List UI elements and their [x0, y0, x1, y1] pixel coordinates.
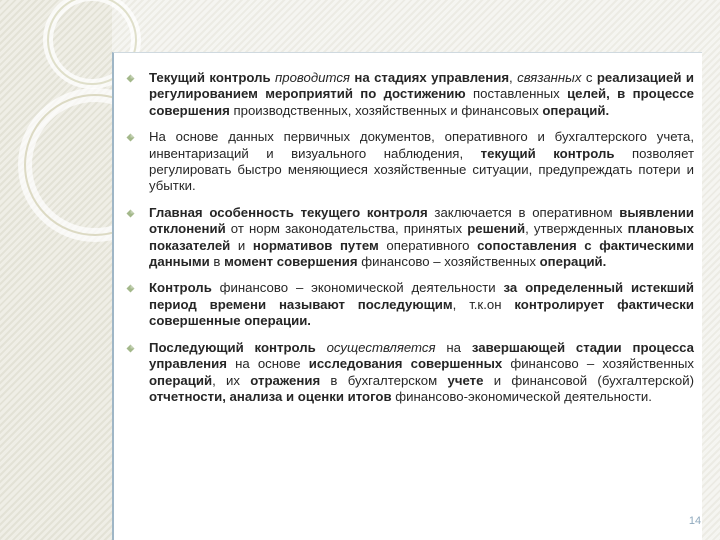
text-segment: поставленных	[465, 86, 568, 102]
paragraph-2	[149, 129, 694, 195]
text-segment: за определенный истекший период времени называют последующим	[149, 280, 694, 312]
text-segment: отражения	[250, 372, 321, 388]
text-segment: сопоставления с фактическими данными	[149, 237, 695, 270]
text-segment: контролирует фактически совершенные операции.	[149, 296, 694, 329]
paragraph-5	[149, 340, 694, 406]
list-item	[126, 280, 694, 329]
text-segment: Последующий контроль	[149, 339, 316, 355]
text-segment: в бухгалтерском	[320, 372, 448, 388]
leaf-bullet-icon	[126, 284, 135, 293]
text-segment: реализацией и регулированием мероприятий по достижению	[149, 70, 694, 102]
text-segment: осуществляется	[315, 339, 436, 355]
text-segment: и	[230, 237, 253, 253]
text-segment: , утвержденных	[525, 221, 628, 237]
text-segment: на стадиях управления	[354, 70, 510, 85]
text-segment: на	[435, 339, 472, 355]
text-segment: в	[209, 254, 225, 270]
text-segment: ,	[509, 70, 518, 85]
list-item	[126, 129, 694, 195]
text-segment: плановых показателей	[149, 221, 695, 253]
text-segment: Контроль	[149, 280, 212, 296]
text-segment: отчетности, анализа и оценки итогов	[149, 388, 392, 404]
text-segment: позволяет регулировать быстро меняющиеся хозяйственные ситуации, предупреждать потери и убытки.	[149, 145, 695, 194]
text-segment: текущий контроль	[480, 145, 615, 161]
text-segment: Главная особенность текущего контроля	[149, 204, 428, 220]
bullet-list	[126, 70, 694, 415]
list-item	[126, 340, 694, 406]
text-segment: проводится	[275, 70, 355, 85]
text-segment: , т.к.он	[452, 296, 515, 312]
text-segment: финансово – экономической деятельности	[211, 280, 504, 296]
paragraph-1	[149, 70, 694, 119]
text-segment: оперативного	[378, 237, 478, 253]
text-segment: на основе	[226, 356, 309, 372]
list-item	[126, 205, 694, 271]
text-segment: нормативов путем	[252, 237, 379, 253]
text-segment: операций	[149, 372, 213, 388]
paragraph-3	[149, 205, 694, 271]
leaf-bullet-icon	[126, 74, 135, 83]
text-segment: от норм законодательства, принятых	[225, 221, 468, 237]
paragraph-4	[149, 280, 694, 329]
text-segment: выявлении отклонений	[149, 204, 694, 237]
text-segment: заключается в оперативном	[427, 204, 620, 220]
leaf-bullet-icon	[126, 344, 135, 353]
list-item	[126, 70, 694, 119]
text-segment: финансово – хозяйственных	[357, 254, 540, 270]
text-segment: завершающей стадии процесса управления	[149, 339, 694, 372]
text-segment: и финансовой (бухгалтерской)	[483, 372, 694, 388]
leaf-bullet-icon	[126, 133, 135, 142]
text-segment: исследования совершенных	[308, 356, 503, 372]
text-segment: решений	[467, 221, 526, 237]
text-segment: финансово – хозяйственных	[502, 356, 694, 372]
text-segment: , их	[212, 372, 251, 388]
text-segment: операций.	[539, 254, 607, 270]
text-segment: финансово-экономической деятельности.	[391, 388, 652, 404]
text-segment: На основе данных первичных документов, оперативного и бухгалтерского учета, инвентаризаций и визуального наблюдения,	[149, 129, 694, 161]
page-number: 14	[688, 515, 702, 527]
text-segment: производственных, хозяйственных и финансовых	[229, 102, 543, 118]
text-segment: учете	[447, 372, 484, 388]
leaf-bullet-icon	[126, 209, 135, 218]
text-segment: связанных	[517, 70, 586, 85]
text-segment: целей, в процессе совершения	[149, 86, 694, 118]
text-segment: Текущий контроль	[149, 70, 275, 85]
text-segment: с	[585, 70, 597, 85]
text-segment: операций.	[542, 102, 610, 118]
text-segment: момент совершения	[224, 254, 358, 270]
